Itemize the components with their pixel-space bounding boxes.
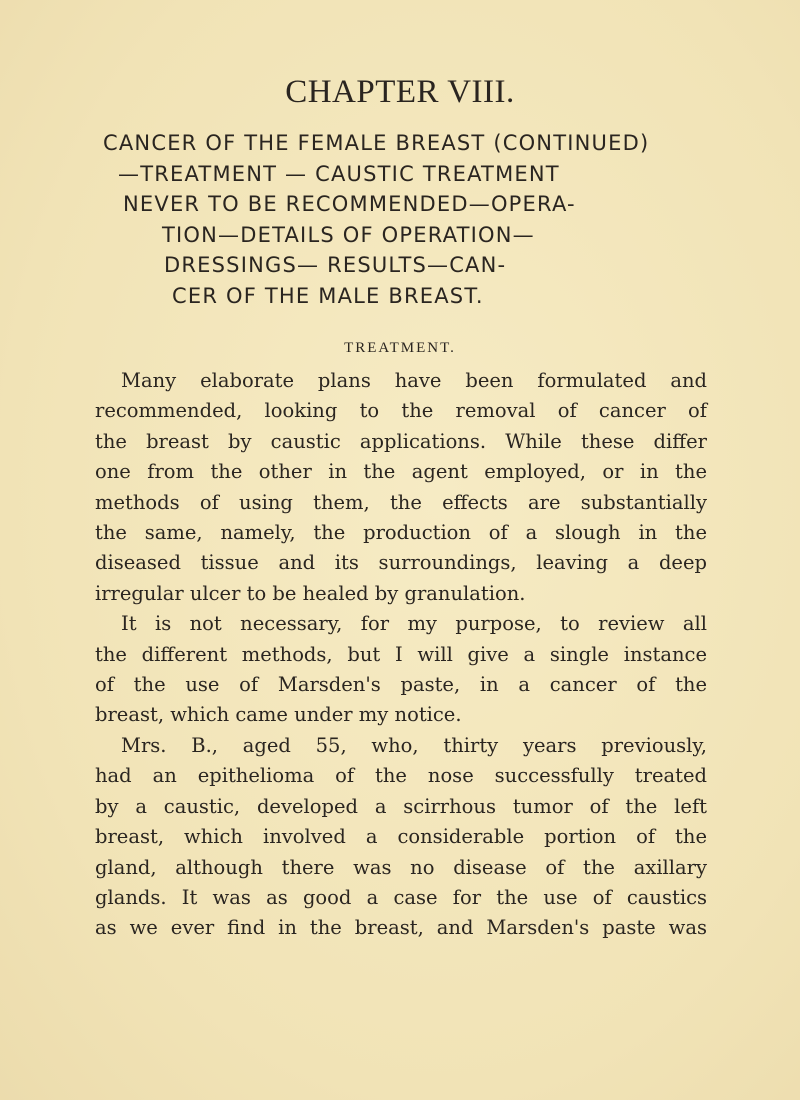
subtitle-line: TION—DETAILS OF OPERATION— <box>162 222 535 247</box>
subtitle-line: NEVER TO BE RECOMMENDED—OPERA- <box>123 192 576 216</box>
text-line: by a caustic, developed a scirrhous tumor of the left <box>95 794 707 818</box>
text-line: recommended, looking to the removal of cancer of <box>95 399 707 423</box>
text-line: gland, although there was no disease of the axillary <box>95 855 707 879</box>
text-line: as we ever find in the breast, and Marsden's paste was <box>95 916 707 940</box>
text-line: one from the other in the agent employed, or in the <box>95 460 707 484</box>
text-line: glands. It was as good a case for the use of caustics <box>95 885 707 909</box>
text-line: diseased tissue and its surroundings, leaving a deep <box>95 551 707 575</box>
subtitle-line: CER OF THE MALE BREAST. <box>172 283 484 308</box>
text-line: It is not necessary, for my purpose, to review all <box>121 612 707 636</box>
text-line: breast, which came under my notice. <box>95 703 462 727</box>
chapter-title: CHAPTER VIII. <box>285 74 515 110</box>
text-line: methods of using them, the effects are substantially <box>95 490 707 514</box>
text-line: Many elaborate plans have been formulated and <box>121 369 707 392</box>
text-line: the breast by caustic applications. While these differ <box>95 429 707 453</box>
text-line: Mrs. B., aged 55, who, thirty years previously, <box>121 733 707 757</box>
subtitle-line: DRESSINGS— RESULTS—CAN- <box>164 253 507 277</box>
subtitle-line: CANCER OF THE FEMALE BREAST (CONTINUED) <box>103 131 650 155</box>
text-line: of the use of Marsden's paste, in a cancer of the <box>95 673 707 697</box>
text-line: had an epithelioma of the nose successfully treated <box>95 764 707 788</box>
body-text <box>95 366 707 944</box>
chapter-subtitle <box>0 128 800 311</box>
text-line: irregular ulcer to be healed by granulation. <box>95 581 526 605</box>
text-line: breast, which involved a considerable portion of the <box>95 825 707 849</box>
text-line: the different methods, but I will give a single instance <box>95 642 707 666</box>
section-heading: TREATMENT. <box>344 340 456 356</box>
subtitle-line: —TREATMENT — CAUSTIC TREATMENT <box>118 161 560 186</box>
text-line: the same, namely, the production of a slough in the <box>95 521 707 545</box>
